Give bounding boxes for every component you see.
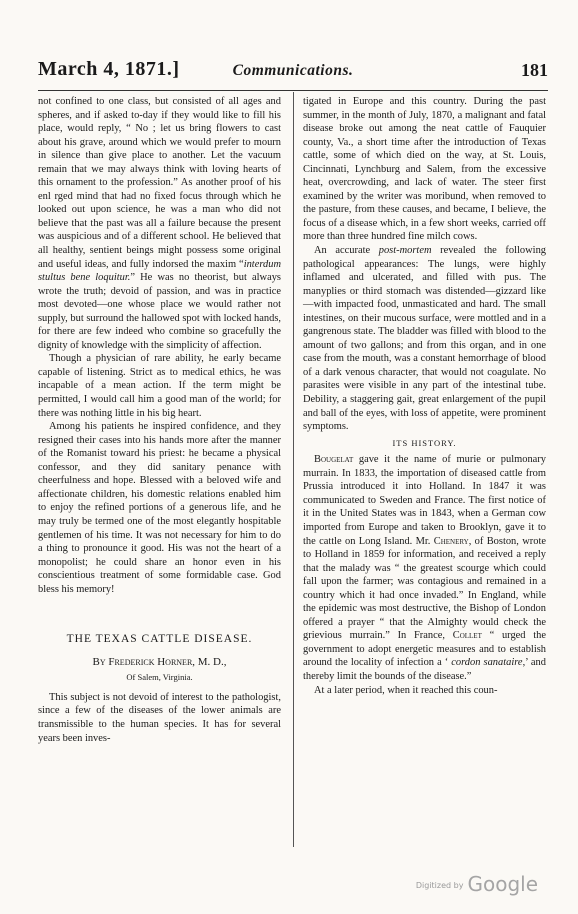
- paragraph: This subject is not devoid of interest to the pathologist, since a few of the diseases of the lower animals are transmissible to the human species. It has for several years been inves-: [38, 691, 281, 744]
- header-section: Communications.: [232, 62, 354, 79]
- digitized-watermark: [416, 872, 538, 896]
- person-name: Collet: [452, 630, 482, 642]
- article-byline: By Frederick Horner, M. D.,: [92, 655, 227, 668]
- google-logo: Google: [467, 872, 538, 896]
- author-affiliation: Of Salem, Virginia.: [126, 672, 193, 683]
- section-subheading: ITS HISTORY.: [392, 437, 457, 448]
- italic-term: post-mortem: [378, 245, 432, 257]
- header-date: March 4, 1871.]: [38, 58, 180, 80]
- right-column: [303, 95, 546, 697]
- latin-maxim: interdum stultus bene loquitur.: [38, 258, 281, 284]
- person-name: Bougelat: [314, 454, 354, 466]
- paragraph: At a later period, when it reached this coun-: [314, 684, 498, 696]
- italic-term: cordon sanataire: [451, 657, 523, 669]
- digitized-label: Digitized by: [415, 881, 464, 890]
- paragraph: Though a physician of rare ability, he early became capable of listening. Strict as to medical ethics, he was incapable of a mean action. If the term might be permitted, I would call him a good man of the world; for there was nothing little in his big heart.: [38, 353, 281, 419]
- paragraph: tigated in Europe and this country. During the past summer, in the month of July, 1870, a malignant and fatal disease broke out among the neat cattle of Fauquier county, Va., a short time after the introduction of Texas cattle, some of which died on the way, at St. Louis, Cincinnati, Lynchburg and Salem, from the excessive heat, overcrowding, and lack of water. The steer first examined by the writer was moribund, when removed to the pasture, from these causes, and became, I believe, the focus of a disease which, in a few short weeks, carried off more than three hundred fine milch cows.: [303, 96, 546, 243]
- left-column: [38, 95, 281, 745]
- page-number: 181: [521, 60, 548, 80]
- article-title: THE TEXAS CATTLE DISEASE.: [66, 633, 253, 646]
- running-header: [38, 58, 548, 84]
- paragraph: Among his patients he inspired confidence, and they resigned their cases into his hands more after the manner of the Romanist toward his priest: he became a physical confessor, and they did sanitary penance with cheerfulness and hope. Blessed with a beloved wife and affectionate children, his domestic relations enabled him to enjoy the refined portions of a generous life, and he may truly be termed one of the most elegantly hospitable gentlemen of his time. It was not necessary for him to do a thing to pronounce it good. His was not the heart of a monopolist; he could share an honor even in his conscientious treatment of some formidable case. God bless his memory!: [38, 421, 281, 595]
- paragraph: not confined to one class, but consisted of all ages and spheres, and if asked to-day if they would like to fill his place, would reply, “ No ; let us bring flowers to cast about his grave, around which we would prefer to mourn in silence than give place to another. Let the vacuum remain that we may always think with loving hearts of this ornament to the profession.” As another proof of his enl rged mind that had no fixed focus through which he looked out upon science, he was a man who did not believe that the past was all a failure because the present was auspicious and of a different school. He believed that all healthy, sentient beings might possess some original and useful ideas, and fully indorsed the maxim “interdum stultus bene loquitur.” He was no theorist, but always wrote the truth; devoid of passion, and was in practice most devoted—one whose place we would rather not supply, but surround the hallowed spot with locked hands, for there are few indeed who combine so gracefully the dignity of knowledge with the simplicity of affection.: [38, 96, 281, 351]
- paragraph: An accurate post-mortem revealed the following pathological appearances: The lungs, were highly inflamed and ulcerated, and filled with pus. The manyplies or third stomach was distended—gizzard like—with impacted food, unmasticated and hard. The small intestines, on their mucous surface, were mottled and in a gangrenous state. The bladder was filled with blood to the amount of two gallons; and from this organ, and in one case from the mouth, was a constant hemorrhage of blood of a dark venous character, that would not coagulate. No parasites were visible in any part of the intestinal tube. Debility, a staggering gait, great enlargement of the pupil and ball of the eyes, with loss of appetite, were prominent symptoms.: [303, 245, 547, 433]
- header-rule: [38, 90, 548, 91]
- column-divider: [293, 92, 294, 847]
- person-name: Chenery: [433, 535, 469, 547]
- paragraph: Bougelat gave it the name of murie or pulmonary murrain. In 1833, the importation of diseased cattle from Prussia introduced it into Holland. In 1847 it was communicated to Sweden and France. The first notice of it in the United States was in 1843, when a German cow imported from Europe and taken to Brooklyn, gave it to the cattle on Long Island. Mr. Chenery, of Boston, wrote to Holland in 1859 for information, and received a reply that the malady was “ the greatest scourge which could fall upon the farmer; was contagious and remained in a country which it had once invaded.” In England, while the epidemic was most destructive, the Bishop of London offered a prayer “ that the Almighty would check the grievious murrain.” In France, Collet “ urged the government to adopt energetic measures and to establish around the locality of infection a ‘ cordon sanataire,’ and thereby limit the bounds of the disease.”: [303, 454, 546, 682]
